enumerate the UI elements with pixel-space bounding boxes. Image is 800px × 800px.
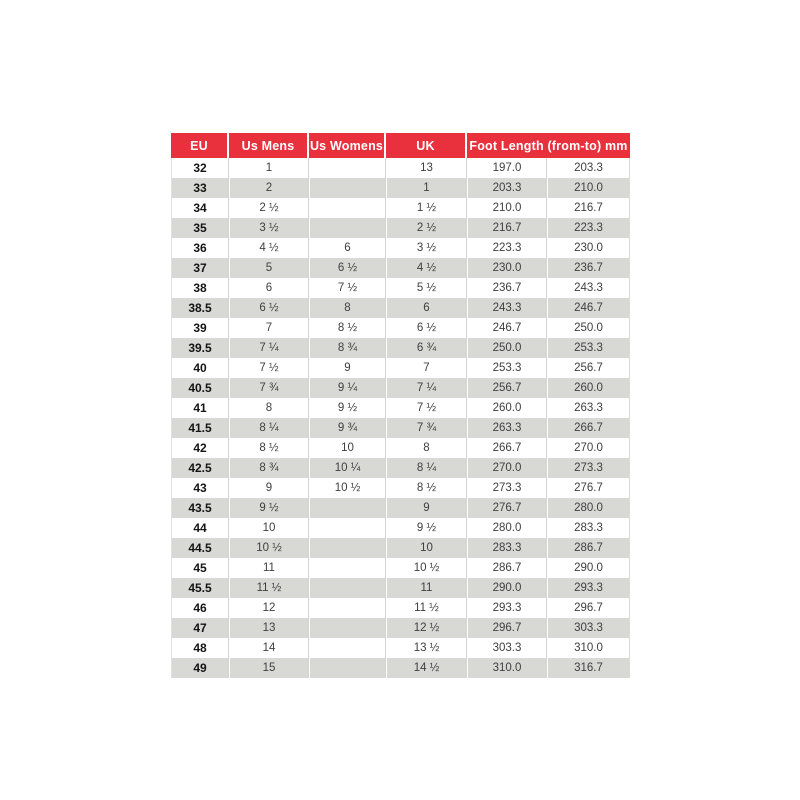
table-cell: 310.0	[467, 658, 547, 678]
table-cell: 8 ½	[386, 478, 467, 498]
table-cell: 210.0	[547, 178, 630, 198]
table-cell: 8 ¼	[386, 458, 467, 478]
table-cell: 6 ½	[309, 258, 386, 278]
table-cell: 283.3	[547, 518, 630, 538]
table-cell: 10	[309, 438, 386, 458]
eu-size-cell: 33	[171, 178, 229, 198]
eu-size-cell: 38	[171, 278, 229, 298]
table-row	[171, 478, 630, 498]
eu-size-cell: 36	[171, 238, 229, 258]
table-cell: 290.0	[547, 558, 630, 578]
table-cell: 276.7	[467, 498, 547, 518]
table-cell: 316.7	[547, 658, 630, 678]
table-row	[171, 278, 630, 298]
table-cell: 216.7	[467, 218, 547, 238]
table-cell: 8	[386, 438, 467, 458]
table-cell: 12	[229, 598, 309, 618]
column-header-foot-length: Foot Length (from-to) mm	[467, 133, 630, 158]
table-cell: 6 ½	[229, 298, 309, 318]
table-cell: 246.7	[547, 298, 630, 318]
table-row	[171, 358, 630, 378]
table-cell: 223.3	[547, 218, 630, 238]
eu-size-cell: 41	[171, 398, 229, 418]
table-row	[171, 418, 630, 438]
table-cell: 5 ½	[386, 278, 467, 298]
table-cell: 10 ½	[386, 558, 467, 578]
table-cell: 8 ¾	[229, 458, 309, 478]
table-cell: 15	[229, 658, 309, 678]
table-cell: 210.0	[467, 198, 547, 218]
eu-size-cell: 42.5	[171, 458, 229, 478]
table-cell: 2	[229, 178, 309, 198]
column-header-us-womens: Us Womens	[309, 133, 386, 158]
table-cell: 3 ½	[386, 238, 467, 258]
eu-size-cell: 44.5	[171, 538, 229, 558]
table-cell: 7 ¾	[386, 418, 467, 438]
table-cell	[309, 558, 386, 578]
table-cell: 8 ½	[229, 438, 309, 458]
table-cell: 6 ¾	[386, 338, 467, 358]
eu-size-cell: 41.5	[171, 418, 229, 438]
table-cell: 256.7	[547, 358, 630, 378]
table-row	[171, 298, 630, 318]
table-cell: 11	[229, 558, 309, 578]
table-cell: 11 ½	[386, 598, 467, 618]
table-row	[171, 338, 630, 358]
table-cell: 8	[229, 398, 309, 418]
table-cell: 9 ¼	[309, 378, 386, 398]
table-cell: 263.3	[467, 418, 547, 438]
table-cell: 1	[229, 158, 309, 178]
table-cell: 6 ½	[386, 318, 467, 338]
table-cell: 11	[386, 578, 467, 598]
table-cell	[309, 178, 386, 198]
table-row	[171, 198, 630, 218]
eu-size-cell: 37	[171, 258, 229, 278]
table-cell: 10	[229, 518, 309, 538]
table-cell	[309, 198, 386, 218]
table-cell: 243.3	[467, 298, 547, 318]
table-cell: 276.7	[547, 478, 630, 498]
table-cell: 296.7	[467, 618, 547, 638]
table-cell: 7	[386, 358, 467, 378]
table-cell: 11 ½	[229, 578, 309, 598]
eu-size-cell: 47	[171, 618, 229, 638]
eu-size-cell: 43	[171, 478, 229, 498]
table-cell: 7 ½	[229, 358, 309, 378]
table-cell: 216.7	[547, 198, 630, 218]
table-cell: 9 ¾	[309, 418, 386, 438]
table-cell: 203.3	[547, 158, 630, 178]
table-cell: 13	[386, 158, 467, 178]
table-cell: 7 ½	[386, 398, 467, 418]
table-cell: 280.0	[547, 498, 630, 518]
table-cell: 7 ¼	[386, 378, 467, 398]
table-row	[171, 538, 630, 558]
table-cell: 310.0	[547, 638, 630, 658]
table-cell: 6	[386, 298, 467, 318]
eu-size-cell: 39	[171, 318, 229, 338]
table-cell: 9 ½	[229, 498, 309, 518]
eu-size-cell: 42	[171, 438, 229, 458]
table-cell: 10 ½	[309, 478, 386, 498]
eu-size-cell: 40	[171, 358, 229, 378]
table-cell: 250.0	[467, 338, 547, 358]
table-cell	[309, 638, 386, 658]
table-cell: 2 ½	[386, 218, 467, 238]
table-cell	[309, 538, 386, 558]
table-cell: 303.3	[467, 638, 547, 658]
table-cell: 9 ½	[386, 518, 467, 538]
table-cell: 270.0	[547, 438, 630, 458]
table-cell: 270.0	[467, 458, 547, 478]
table-cell: 8 ½	[309, 318, 386, 338]
table-cell	[309, 158, 386, 178]
eu-size-cell: 35	[171, 218, 229, 238]
table-cell: 10	[386, 538, 467, 558]
eu-size-cell: 43.5	[171, 498, 229, 518]
table-row	[171, 558, 630, 578]
column-header-eu: EU	[171, 133, 229, 158]
eu-size-cell: 45.5	[171, 578, 229, 598]
table-cell	[309, 658, 386, 678]
table-cell: 2 ½	[229, 198, 309, 218]
table-cell: 230.0	[547, 238, 630, 258]
table-cell: 250.0	[547, 318, 630, 338]
table-cell: 243.3	[547, 278, 630, 298]
table-row	[171, 638, 630, 658]
table-cell: 260.0	[467, 398, 547, 418]
eu-size-cell: 38.5	[171, 298, 229, 318]
shoe-size-table	[171, 133, 630, 678]
table-cell: 3 ½	[229, 218, 309, 238]
table-cell: 8 ¾	[309, 338, 386, 358]
table-cell: 10 ½	[229, 538, 309, 558]
table-cell: 253.3	[547, 338, 630, 358]
eu-size-cell: 46	[171, 598, 229, 618]
table-cell: 296.7	[547, 598, 630, 618]
table-cell: 7 ¾	[229, 378, 309, 398]
table-cell: 253.3	[467, 358, 547, 378]
table-cell	[309, 218, 386, 238]
table-cell: 236.7	[467, 278, 547, 298]
table-cell: 7	[229, 318, 309, 338]
table-cell: 280.0	[467, 518, 547, 538]
table-cell: 286.7	[547, 538, 630, 558]
table-cell: 273.3	[547, 458, 630, 478]
header-row	[171, 133, 630, 158]
table-cell: 14 ½	[386, 658, 467, 678]
table-cell: 236.7	[547, 258, 630, 278]
table-cell	[309, 518, 386, 538]
table-cell	[309, 598, 386, 618]
table-row	[171, 378, 630, 398]
table-cell: 7 ½	[309, 278, 386, 298]
table-cell: 293.3	[547, 578, 630, 598]
table-cell: 260.0	[547, 378, 630, 398]
table-row	[171, 438, 630, 458]
eu-size-cell: 44	[171, 518, 229, 538]
table-cell: 13 ½	[386, 638, 467, 658]
table-cell: 6	[309, 238, 386, 258]
table-row	[171, 178, 630, 198]
table-row	[171, 658, 630, 678]
table-cell: 263.3	[547, 398, 630, 418]
table-row	[171, 398, 630, 418]
table-cell: 303.3	[547, 618, 630, 638]
table-cell: 283.3	[467, 538, 547, 558]
table-cell: 273.3	[467, 478, 547, 498]
table-row	[171, 238, 630, 258]
table-row	[171, 458, 630, 478]
table-cell: 266.7	[547, 418, 630, 438]
eu-size-cell: 39.5	[171, 338, 229, 358]
table-cell: 9	[386, 498, 467, 518]
table-cell: 8 ¼	[229, 418, 309, 438]
table-row	[171, 158, 630, 178]
table-cell: 4 ½	[386, 258, 467, 278]
eu-size-cell: 45	[171, 558, 229, 578]
table-cell: 7 ¼	[229, 338, 309, 358]
table-row	[171, 498, 630, 518]
table-cell: 9	[229, 478, 309, 498]
table-cell: 13	[229, 618, 309, 638]
table-cell: 14	[229, 638, 309, 658]
table-cell: 4 ½	[229, 238, 309, 258]
table-cell	[309, 498, 386, 518]
table-cell: 1 ½	[386, 198, 467, 218]
eu-size-cell: 48	[171, 638, 229, 658]
table-cell: 290.0	[467, 578, 547, 598]
eu-size-cell: 49	[171, 658, 229, 678]
table-cell: 286.7	[467, 558, 547, 578]
table-row	[171, 258, 630, 278]
table-cell: 9	[309, 358, 386, 378]
table-body	[171, 158, 630, 678]
table-row	[171, 218, 630, 238]
table-row	[171, 618, 630, 638]
table-cell: 246.7	[467, 318, 547, 338]
table-cell: 230.0	[467, 258, 547, 278]
eu-size-cell: 34	[171, 198, 229, 218]
table-cell: 8	[309, 298, 386, 318]
table-cell: 1	[386, 178, 467, 198]
table-cell	[309, 618, 386, 638]
eu-size-cell: 32	[171, 158, 229, 178]
table-cell: 203.3	[467, 178, 547, 198]
column-header-uk: UK	[386, 133, 467, 158]
table-cell	[309, 578, 386, 598]
table-cell: 12 ½	[386, 618, 467, 638]
table-cell: 6	[229, 278, 309, 298]
table-cell: 197.0	[467, 158, 547, 178]
table-cell: 9 ½	[309, 398, 386, 418]
table-header	[171, 133, 630, 158]
table-row	[171, 318, 630, 338]
table-cell: 5	[229, 258, 309, 278]
table-row	[171, 578, 630, 598]
table-cell: 293.3	[467, 598, 547, 618]
column-header-us-mens: Us Mens	[229, 133, 309, 158]
eu-size-cell: 40.5	[171, 378, 229, 398]
table-cell: 256.7	[467, 378, 547, 398]
table-cell: 10 ¼	[309, 458, 386, 478]
table-row	[171, 598, 630, 618]
table-cell: 223.3	[467, 238, 547, 258]
table-cell: 266.7	[467, 438, 547, 458]
table-row	[171, 518, 630, 538]
